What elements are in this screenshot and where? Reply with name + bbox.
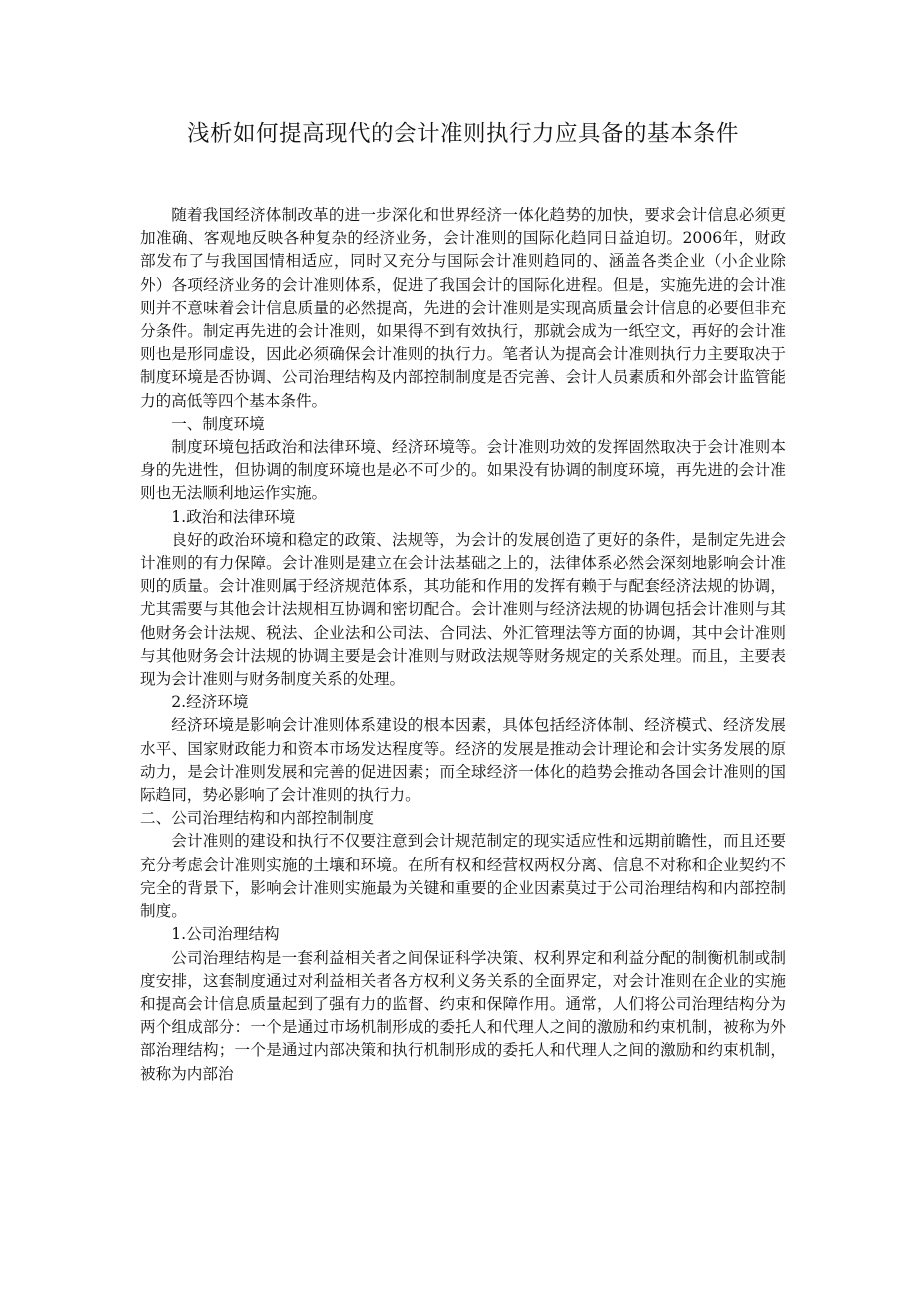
- institutional-environment-paragraph: 制度环境包括政治和法律环境、经济环境等。会计准则功效的发挥固然取决于会计准则本身的先进性，但协调的制度环境也是必不可少的。如果没有协调的制度环境，再先进的会计准则也无法顺利地运作实施。: [140, 438, 786, 503]
- intro-paragraph: 随着我国经济体制改革的进一步深化和世界经济一体化趋势的加快，要求会计信息必须更加准确、客观地反映各种复杂的经济业务，会计准则的国际化趋同日益迫切。2006年，财政部发布了与我国国情相适应，同时又充分与国际会计准则趋同的、涵盖各类企业（小企业除外）各项经济业务的会计准则体系，促进了我国会计的国际化进程。但是，实施先进的会计准则并不意味着会计信息质量的必然提高，先进的会计准则是实现高质量会计信息的必要但非充分条件。制定再先进的会计准则，如果得不到有效执行，那就会成为一纸空文，再好的会计准则也是形同虚设，因此必须确保会计准则的执行力。笔者认为提高会计准则执行力主要取决于制度环境是否协调、公司治理结构及内部控制制度是否完善、会计人员素质和外部会计监管能力的高低等四个基本条件。: [140, 206, 786, 410]
- economic-environment-paragraph: 经济环境是影响会计准则体系建设的根本因素，具体包括经济体制、经济模式、经济发展水平、国家财政能力和资本市场发达程度等。经济的发展是推动会计理论和会计实务发展的原动力，是会计准则发展和完善的促进因素；而全球经济一体化的趋势会推动各国会计准则的国际趋同，势必影响了会计准则的执行力。: [140, 716, 786, 805]
- governance-structure-paragraph: 公司治理结构是一套利益相关者之间保证科学决策、权利界定和利益分配的制衡机制或制度安排，这套制度通过对利益相关者各方权利义务关系的全面界定，对会计准则在企业的实施和提高会计信息质量起到了强有力的监督、约束和保障作用。通常，人们将公司治理结构分为两个组成部分：一个是通过市场机制形成的委托人和代理人之间的激励和约束机制，被称为外部治理结构；一个是通过内部决策和执行机制形成的委托人和代理人之间的激励和约束机制，被称为内部治: [140, 948, 786, 1083]
- document-page: [140, 116, 786, 1086]
- subsection-heading-governance-structure: 1.公司治理结构: [171, 925, 280, 944]
- corporate-governance-paragraph: 会计准则的建设和执行不仅要注意到会计规范制定的现实适应性和远期前瞻性，而且还要充分考虑会计准则实施的土壤和环境。在所有权和经营权两权分离、信息不对称和企业契约不完全的背景下，影响会计准则实施最为关键和重要的企业因素莫过于公司治理结构和内部控制制度。: [140, 832, 786, 921]
- section-heading-corporate-governance: 二、公司治理结构和内部控制制度: [140, 809, 374, 828]
- subsection-heading-economic-environment: 2.经济环境: [171, 693, 249, 712]
- subsection-heading-political-legal: 1.政治和法律环境: [171, 507, 296, 526]
- document-title: 浅析如何提高现代的会计准则执行力应具备的基本条件: [186, 121, 739, 147]
- document-body: [140, 204, 786, 1086]
- section-heading-institutional-environment: 一、制度环境: [171, 414, 265, 433]
- political-legal-paragraph: 良好的政治环境和稳定的政策、法规等，为会计的发展创造了更好的条件，是制定先进会计准则的有力保障。会计准则是建立在会计法基础之上的，法律体系必然会深刻地影响会计准则的质量。会计准则属于经济规范体系，其功能和作用的发挥有赖于与配套经济法规的协调，尤其需要与其他会计法规相互协调和密切配合。会计准则与经济法规的协调包括会计准则与其他财务会计法规、税法、企业法和公司法、合同法、外汇管理法等方面的协调，其中会计准则与其他财务会计法规的协调主要是会计准则与财政法规等财务规定的关系处理。而且，主要表现为会计准则与财务制度关系的处理。: [140, 530, 786, 689]
